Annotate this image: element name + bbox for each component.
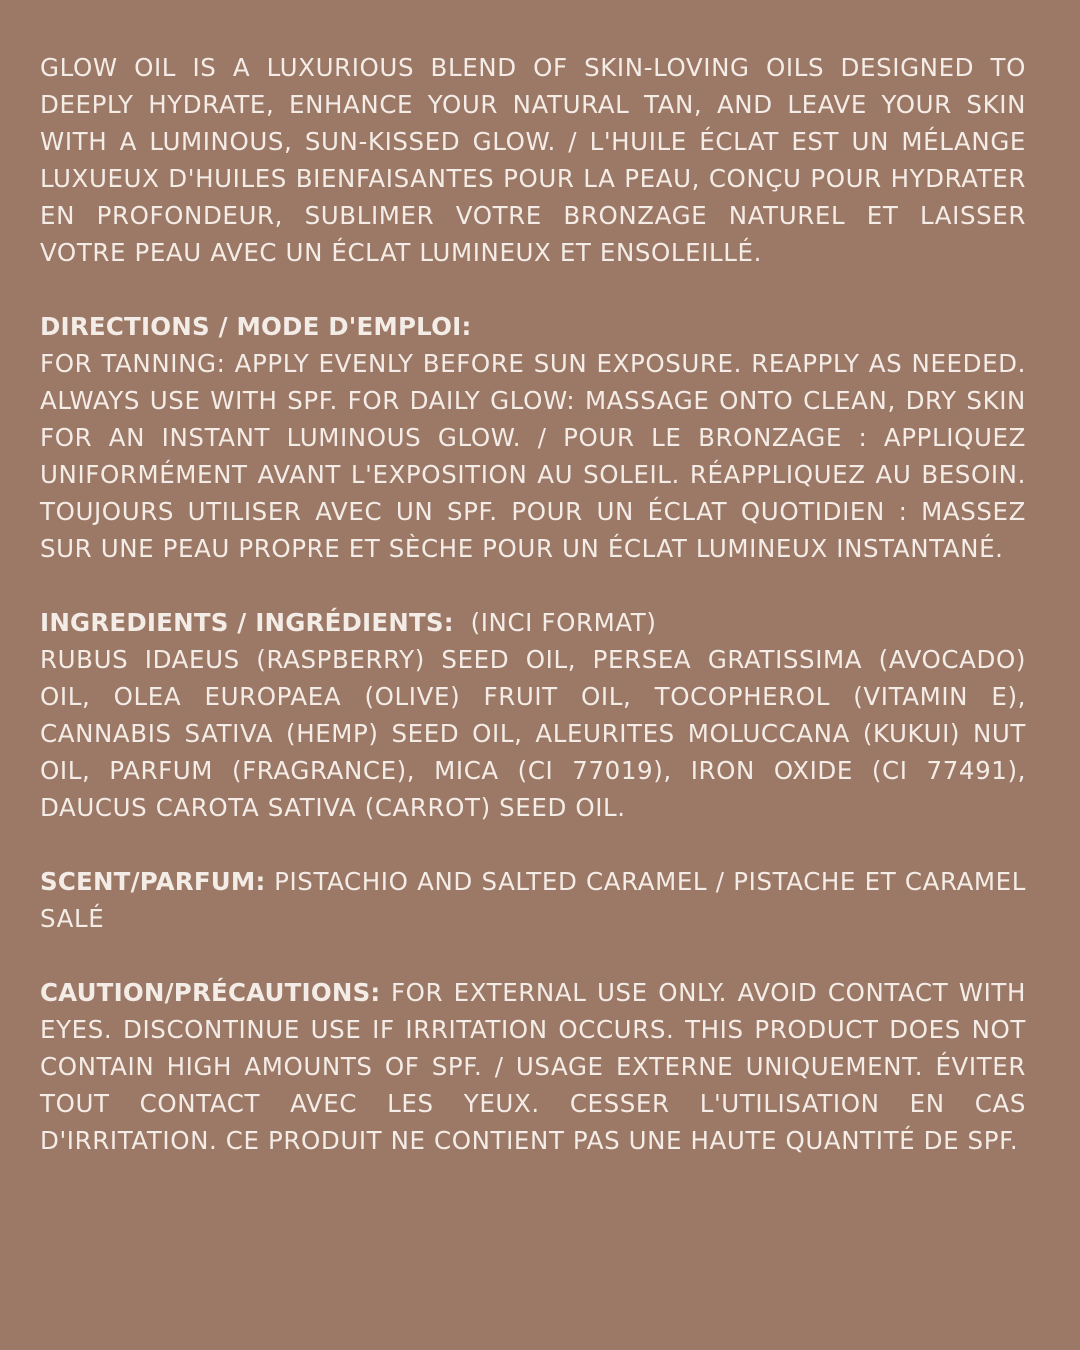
directions-heading <box>40 308 1026 345</box>
caution-section <box>40 974 1026 1159</box>
ingredients-heading-line <box>40 604 1026 641</box>
ingredients-heading: INGREDIENTS / INGRÉDIENTS: <box>40 608 454 637</box>
product-description: GLOW OIL IS A LUXURIOUS BLEND OF SKIN-LOVING OILS DESIGNED TO DEEPLY HYDRATE, ENHANCE YOUR NATURAL TAN, AND LEAVE YOUR SKIN WITH A LUMINOUS, SUN-KISSED GLOW. / L'HUILE ÉCLAT EST UN MÉLANGE LUXUEUX D'HUILES BIENFAISANTES POUR LA PEAU, CONÇU POUR HYDRATER EN PROFONDEUR, SUBLIMER VOTRE BRONZAGE NATUREL ET LAISSER VOTRE PEAU AVEC UN ÉCLAT LUMINEUX ET ENSOLEILLÉ. <box>40 53 1026 267</box>
directions-text: FOR TANNING: APPLY EVENLY BEFORE SUN EXPOSURE. REAPPLY AS NEEDED. ALWAYS USE WITH SPF. FOR DAILY GLOW: MASSAGE ONTO CLEAN, DRY SKIN FOR AN INSTANT LUMINOUS GLOW. / POUR LE BRONZAGE : APPLIQUEZ UNIFORMÉMENT AVANT L'EXPOSITION AU SOLEIL. RÉAPPLIQUEZ AU BESOIN. TOUJOURS UTILISER AVEC UN SPF. POUR UN ÉCLAT QUOTIDIEN : MASSEZ SUR UNE PEAU PROPRE ET SÈCHE POUR UN ÉCLAT LUMINEUX INSTANTANÉ. <box>40 349 1026 563</box>
ingredients-section <box>40 604 1026 826</box>
ingredients-text: RUBUS IDAEUS (RASPBERRY) SEED OIL, PERSEA GRATISSIMA (AVOCADO) OIL, OLEA EUROPAEA (OLIVE) FRUIT OIL, TOCOPHEROL (VITAMIN E), CANNABIS SATIVA (HEMP) SEED OIL, ALEURITES MOLUCCANA (KUKUI) NUT OIL, PARFUM (FRAGRANCE), MICA (CI 77019), IRON OXIDE (CI 77491), DAUCUS CAROTA SATIVA (CARROT) SEED OIL. <box>40 645 1026 822</box>
product-label <box>40 49 1026 1159</box>
directions-heading-text: DIRECTIONS / MODE D'EMPLOI: <box>40 312 472 341</box>
scent-paragraph <box>40 863 1026 937</box>
scent-text: PISTACHIO AND SALTED CARAMEL / PISTACHE ET CARAMEL SALÉ <box>40 867 1027 933</box>
directions-section <box>40 308 1026 567</box>
scent-heading: SCENT/PARFUM: <box>40 867 266 896</box>
ingredients-format-note: (INCI FORMAT) <box>470 608 657 637</box>
scent-section <box>40 863 1026 937</box>
caution-text: FOR EXTERNAL USE ONLY. AVOID CONTACT WITH EYES. DISCONTINUE USE IF IRRITATION OCCURS. THIS PRODUCT DOES NOT CONTAIN HIGH AMOUNTS OF SPF. / USAGE EXTERNE UNIQUEMENT. ÉVITER TOUT CONTACT AVEC LES YEUX. CESSER L'UTILISATION EN CAS D'IRRITATION. CE PRODUIT NE CONTIENT PAS UNE HAUTE QUANTITÉ DE SPF. <box>40 978 1026 1155</box>
caution-heading: CAUTION/PRÉCAUTIONS: <box>40 978 381 1007</box>
caution-paragraph <box>40 974 1026 1159</box>
